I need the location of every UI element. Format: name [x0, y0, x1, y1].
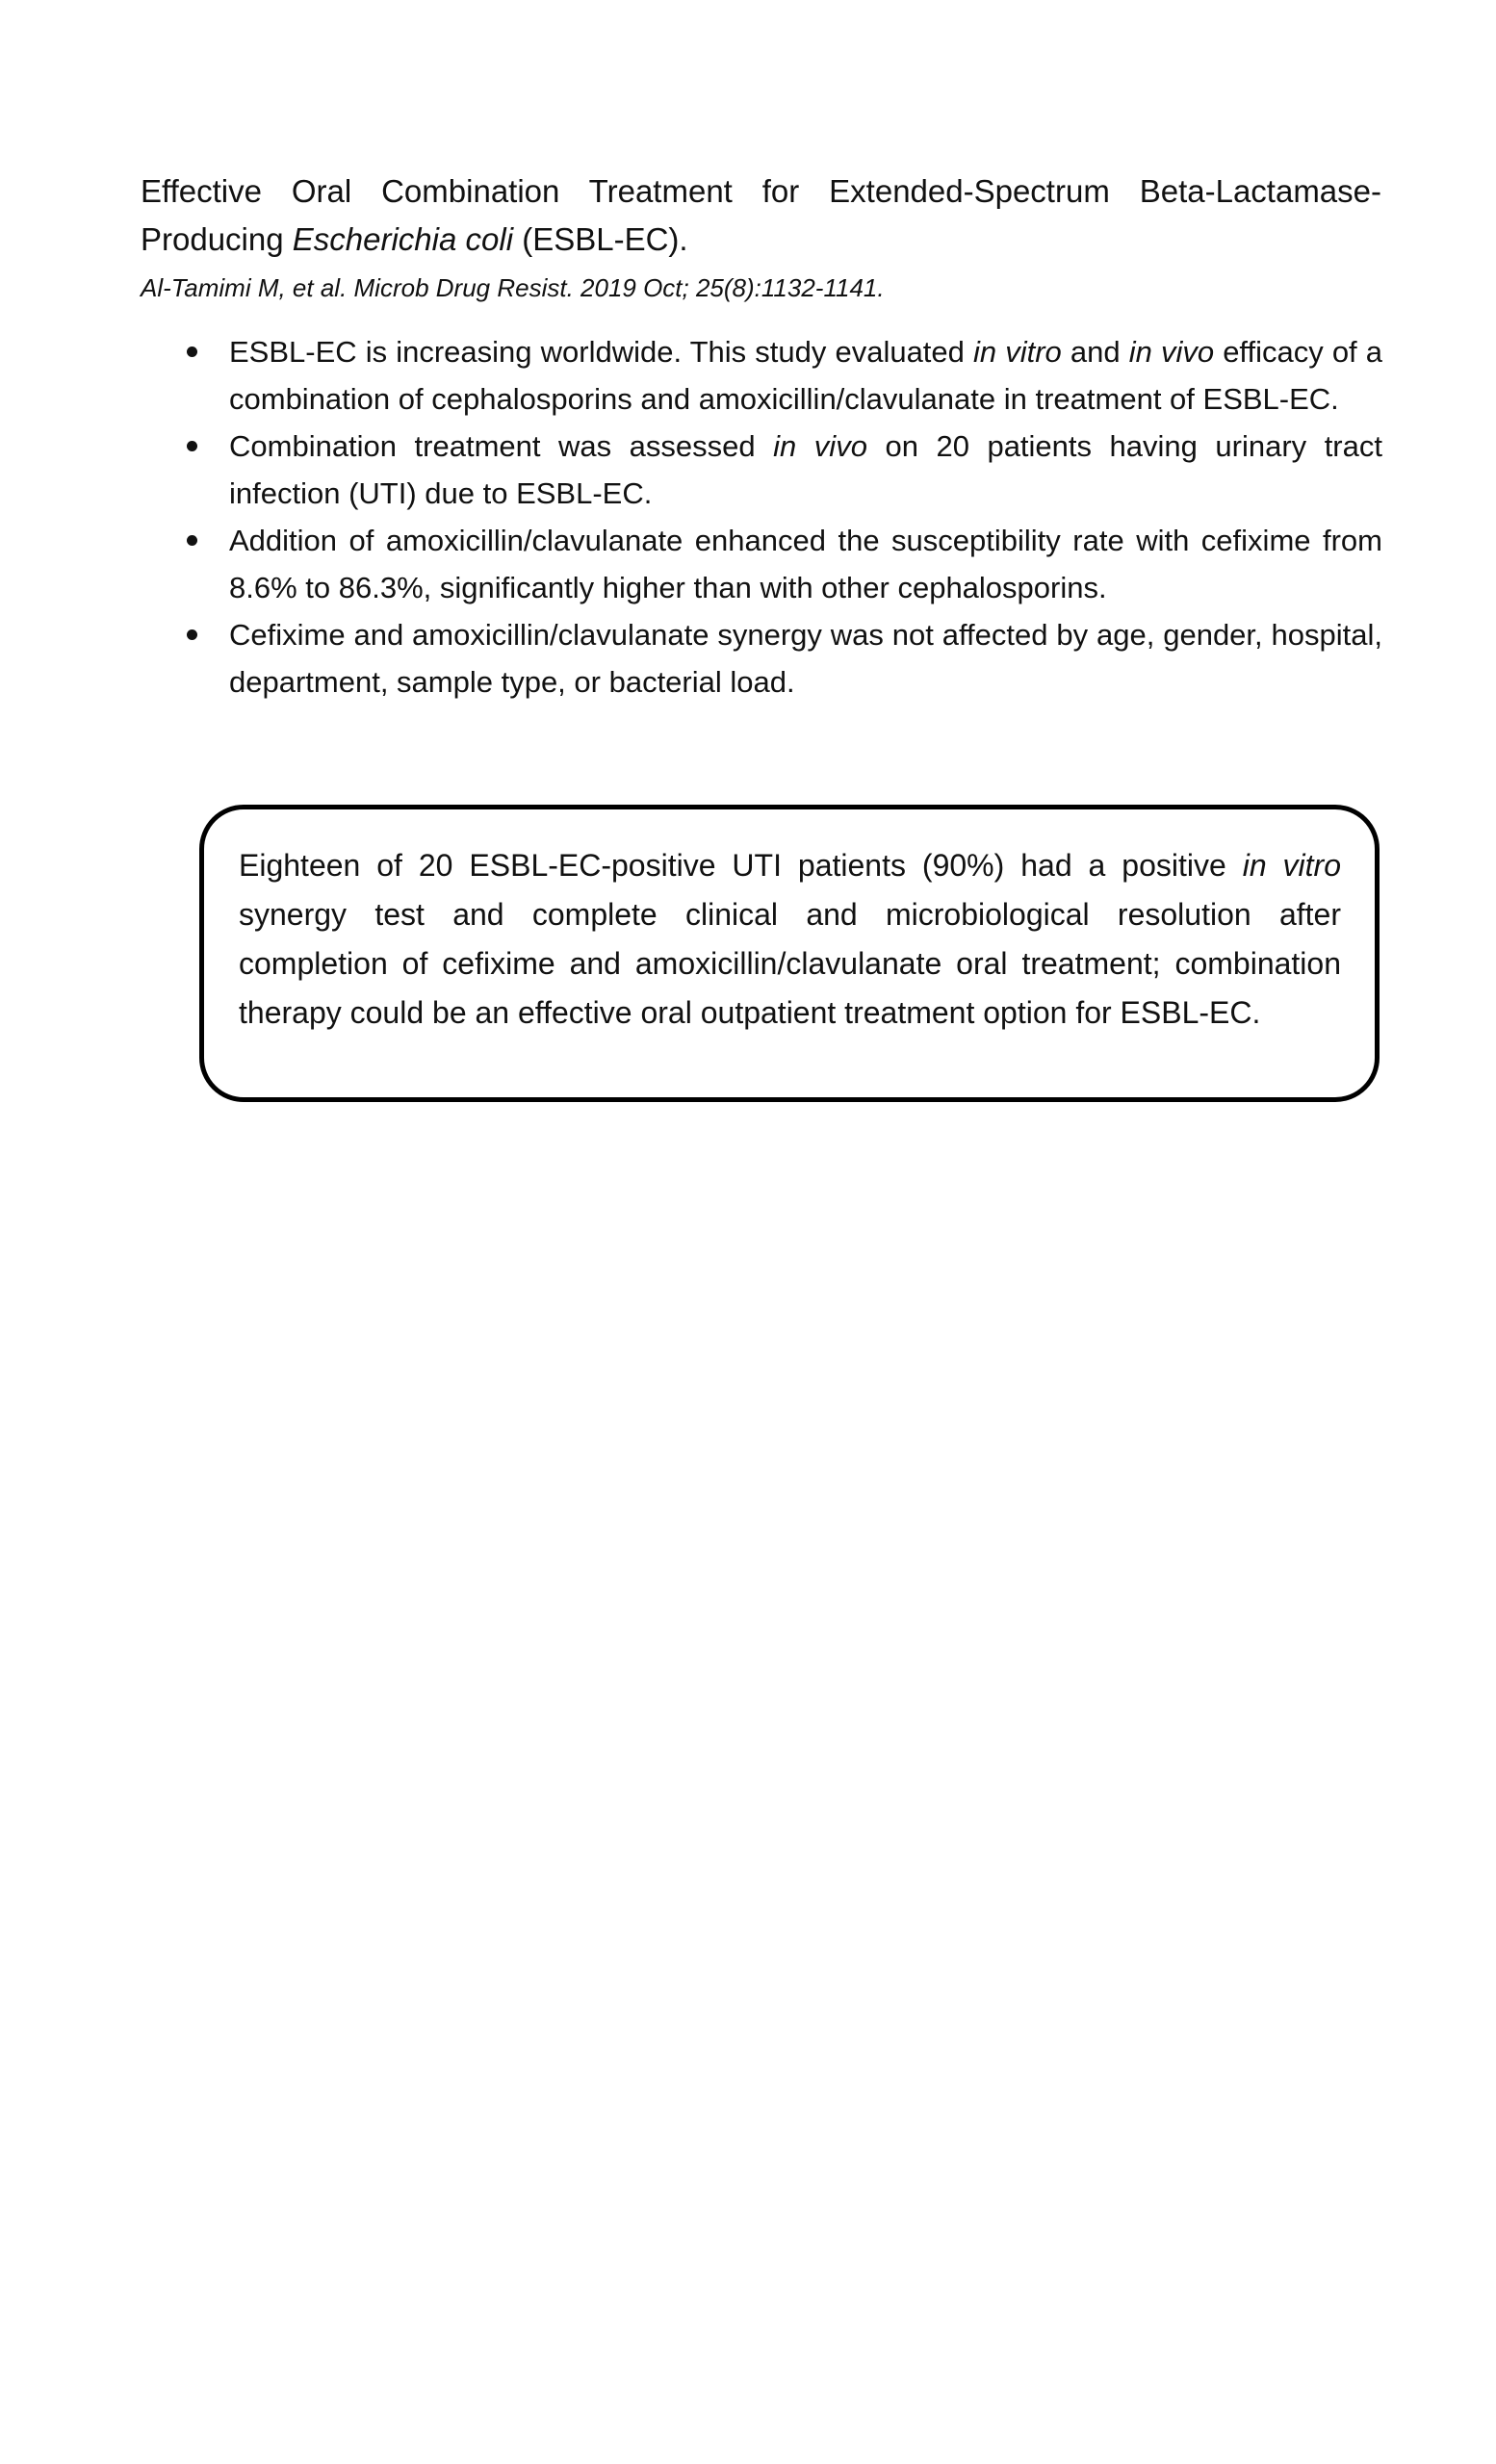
conclusion-text [239, 841, 1341, 1038]
key-point-text: and [1061, 335, 1129, 369]
key-point [141, 611, 1382, 706]
key-point [141, 517, 1382, 611]
conclusion-italic: in vitro [1242, 848, 1342, 883]
article-title-prefix: Producing [141, 221, 293, 257]
article-title [141, 167, 1381, 264]
key-point-italic: in vitro [973, 335, 1062, 369]
key-points-list [141, 328, 1382, 706]
key-point-text: Addition of amoxicillin/clavulanate enhanced the susceptibility rate with cefixime from 8.6% to 86.3%, significantly higher than with other cephalosporins. [229, 524, 1382, 604]
conclusion-box [199, 805, 1380, 1102]
key-point-text: ESBL-EC is increasing worldwide. This study evaluated [229, 335, 974, 369]
article-title-organism: Escherichia coli [292, 221, 514, 257]
key-point-italic: in vivo [1128, 335, 1215, 369]
article-title-line-1: Effective Oral Combination Treatment for Extended-Spectrum Beta-Lactamase- [141, 173, 1381, 209]
bullet-icon [187, 346, 197, 357]
key-point [141, 423, 1382, 517]
article-title-suffix: (ESBL-EC). [513, 221, 688, 257]
bullet-icon [187, 629, 197, 640]
bullet-icon [187, 441, 197, 451]
bullet-icon [187, 535, 197, 546]
key-point [141, 328, 1382, 423]
key-point-text: Cefixime and amoxicillin/clavulanate synergy was not affected by age, gender, hospital, department, sample type, or bacterial load. [229, 618, 1382, 699]
key-point-text: Combination treatment was assessed [229, 429, 774, 463]
article-citation: Al-Tamimi M, et al. Microb Drug Resist. 2019 Oct; 25(8):1132-1141. [141, 273, 885, 302]
key-point-text: efficacy of a combination of cephalosporins and amoxicillin/clavulanate in treatment of ESBL-EC. [229, 335, 1383, 416]
conclusion-text-segment: synergy test and complete clinical and microbiological resolution after completion of cefixime and amoxicillin/clavulanate oral treatment; combination therapy could be an effective oral outpatient treatment option for ESBL-EC. [239, 897, 1341, 1030]
key-point-italic: in vivo [773, 429, 867, 463]
conclusion-text-segment: Eighteen of 20 ESBL-EC-positive UTI patients (90%) had a positive [239, 848, 1243, 883]
article-title-line-2 [141, 221, 688, 257]
key-point-text: on 20 patients having urinary tract infection (UTI) due to ESBL-EC. [229, 429, 1382, 510]
